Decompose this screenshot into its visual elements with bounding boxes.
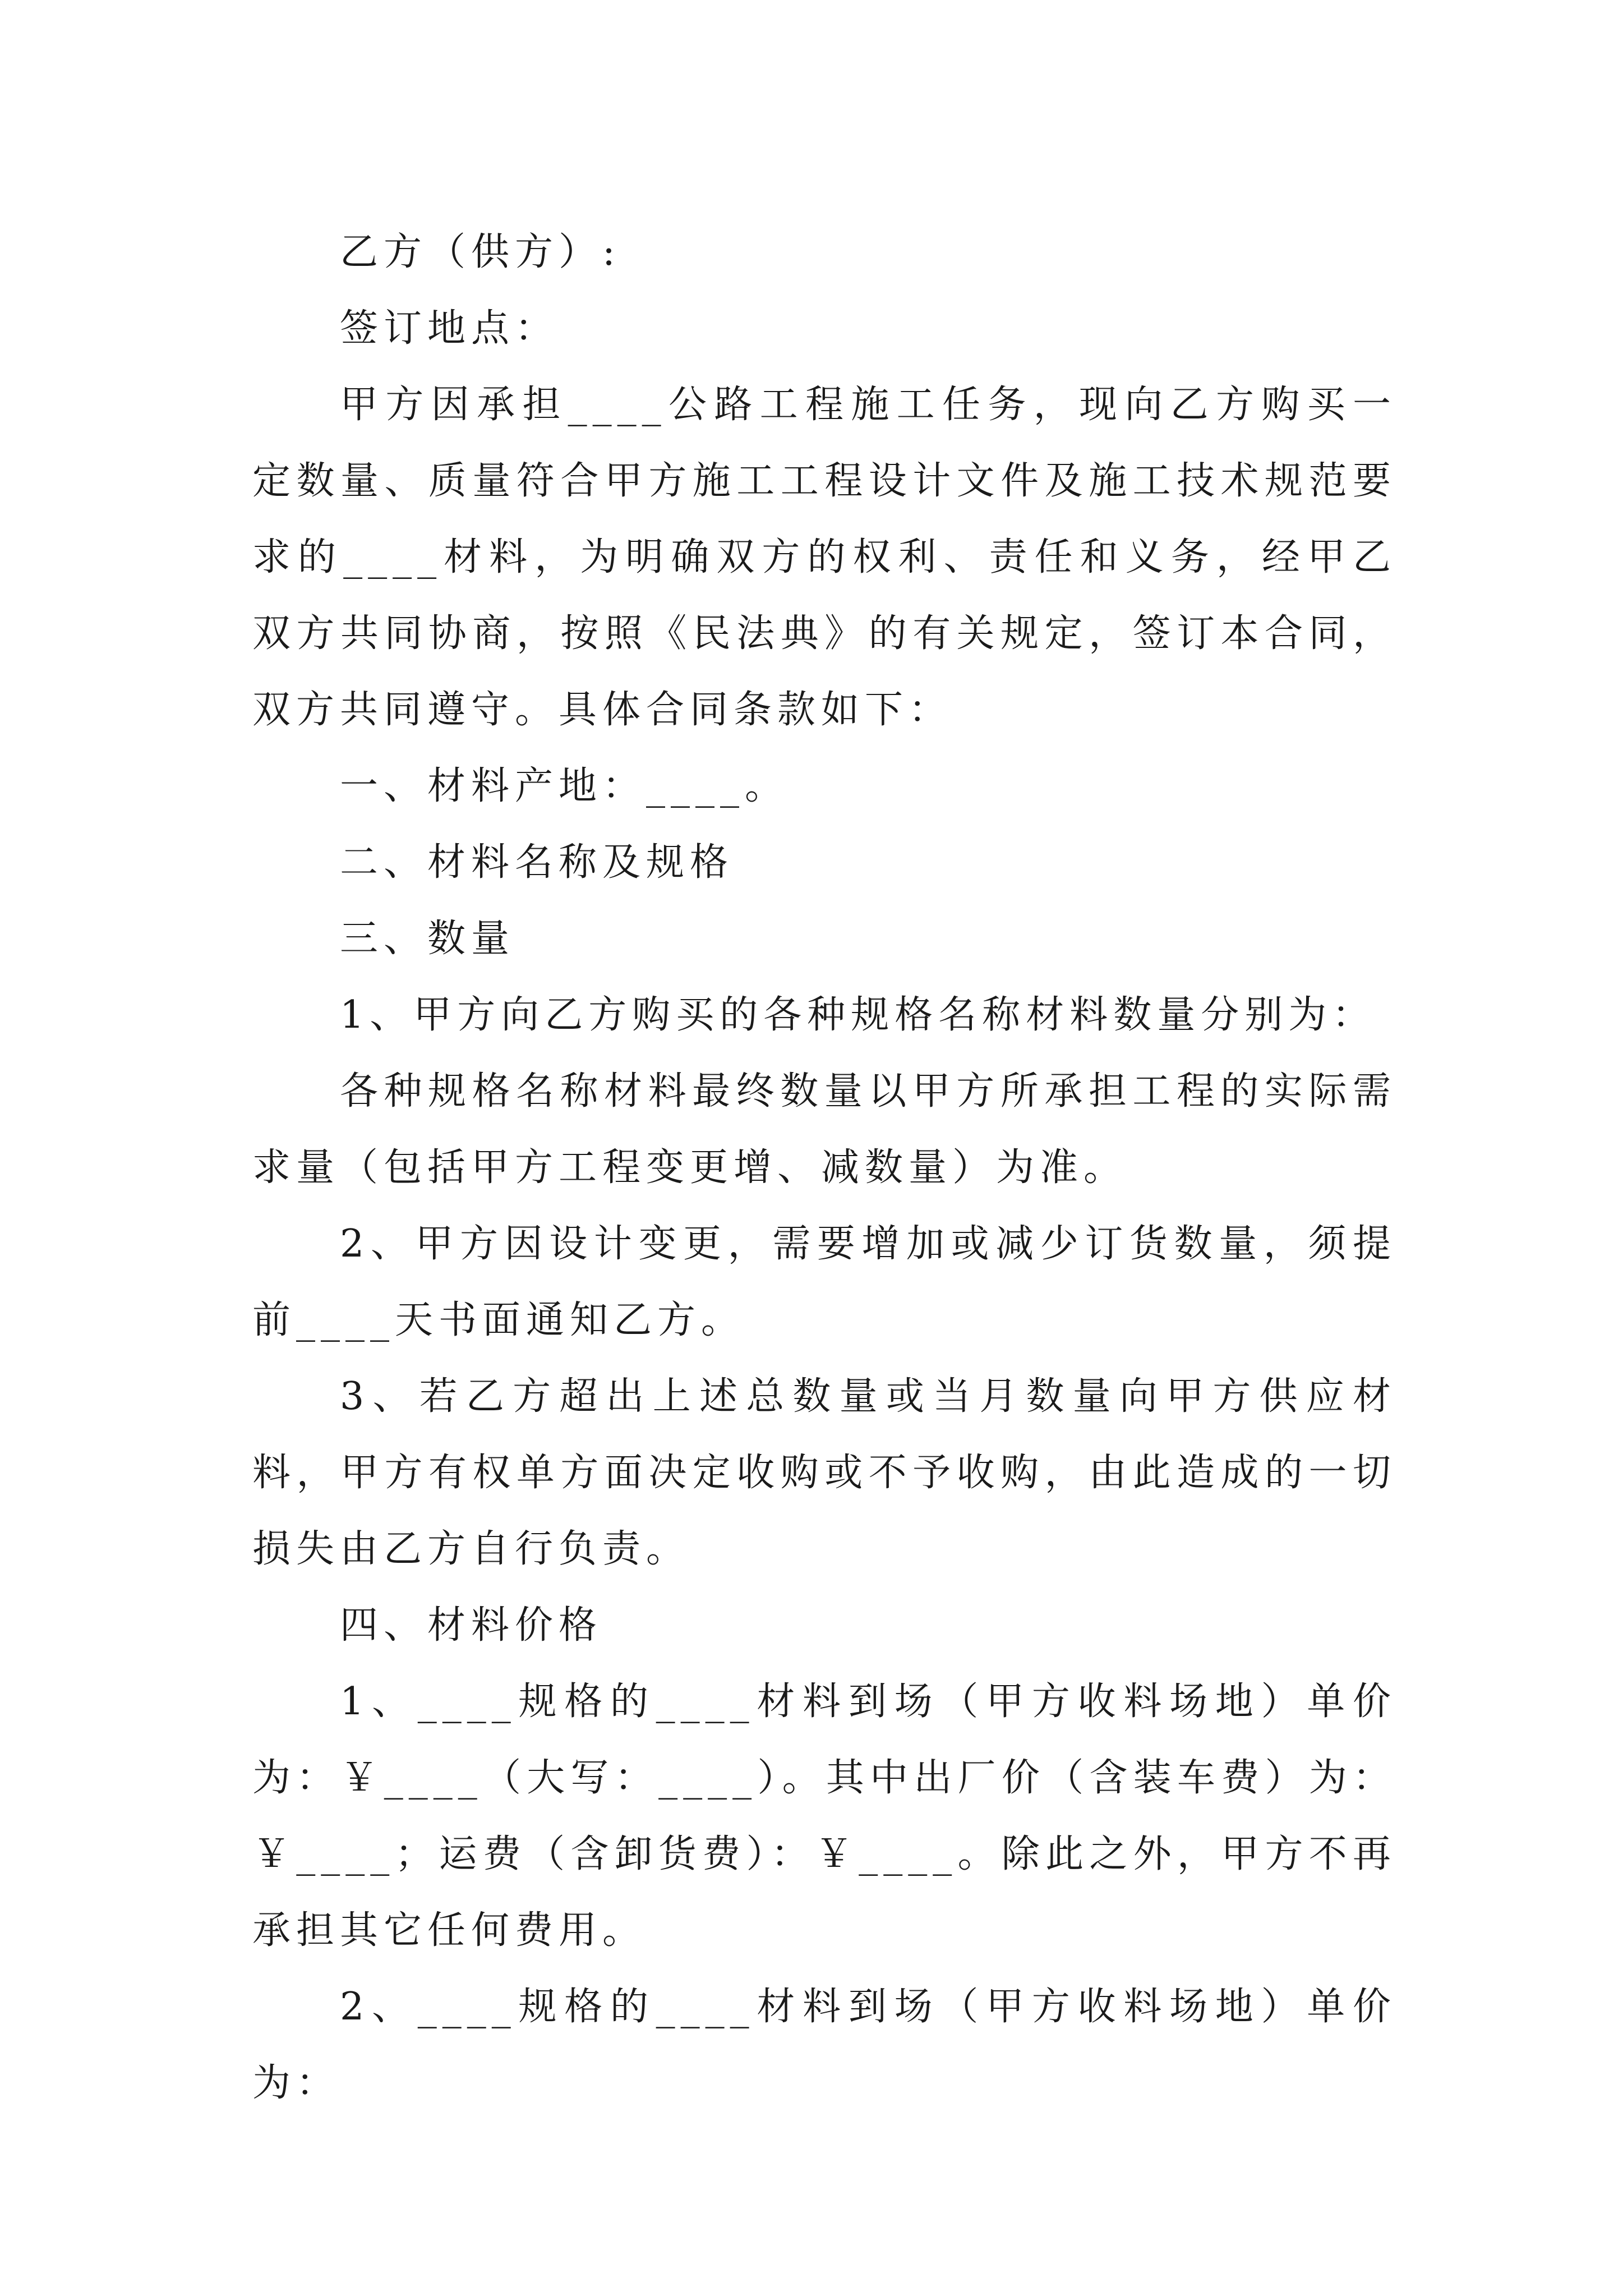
clause-3-item-3: 3、若乙方超出上述总数量或当月数量向甲方供应材料，甲方有权单方面决定收购或不予收购，由此造成的一切损失由乙方自行负责。 [252, 1374, 1396, 1571]
signing-place-line: 签订地点： [340, 306, 559, 351]
clause-4-heading: 四、材料价格 [340, 1603, 603, 1648]
party-b-line: 乙方（供方）: [340, 230, 621, 274]
clause-3-note: 各种规格名称材料最终数量以甲方所承担工程的实际需求量（包括甲方工程变更增、减数量）为准。 [252, 1069, 1396, 1190]
preamble-paragraph: 甲方因承担____公路工程施工任务，现向乙方购买一定数量、质量符合甲方施工工程设计文件及施工技术规范要求的____材料，为明确双方的权利、责任和义务，经甲乙双方共同协商，按照《民法典》的有关规定，签订本合同，双方共同遵守。具体合同条款如下： [252, 383, 1396, 732]
clause-1-origin: 一、材料产地：____。 [340, 764, 789, 808]
clause-3-heading: 三、数量 [340, 917, 515, 961]
document-body [252, 214, 1396, 2122]
clause-3-item-1: 1、甲方向乙方购买的各种规格名称材料数量分别为： [340, 993, 1376, 1037]
clause-4-item-2: 2、____规格的____材料到场（甲方收料场地）单价为： [252, 1985, 1396, 2105]
clause-4-item-1: 1、____规格的____材料到场（甲方收料场地）单价为：￥____（大写：____）。其中出厂价（含装车费）为：￥____；运费（含卸货费）：￥____。除此之外，甲方不再承担其它任何费用。 [252, 1680, 1396, 1953]
clause-2-heading: 二、材料名称及规格 [340, 840, 734, 885]
clause-3-item-2: 2、甲方因设计变更，需要增加或减少订货数量，须提前____天书面通知乙方。 [252, 1222, 1396, 1342]
